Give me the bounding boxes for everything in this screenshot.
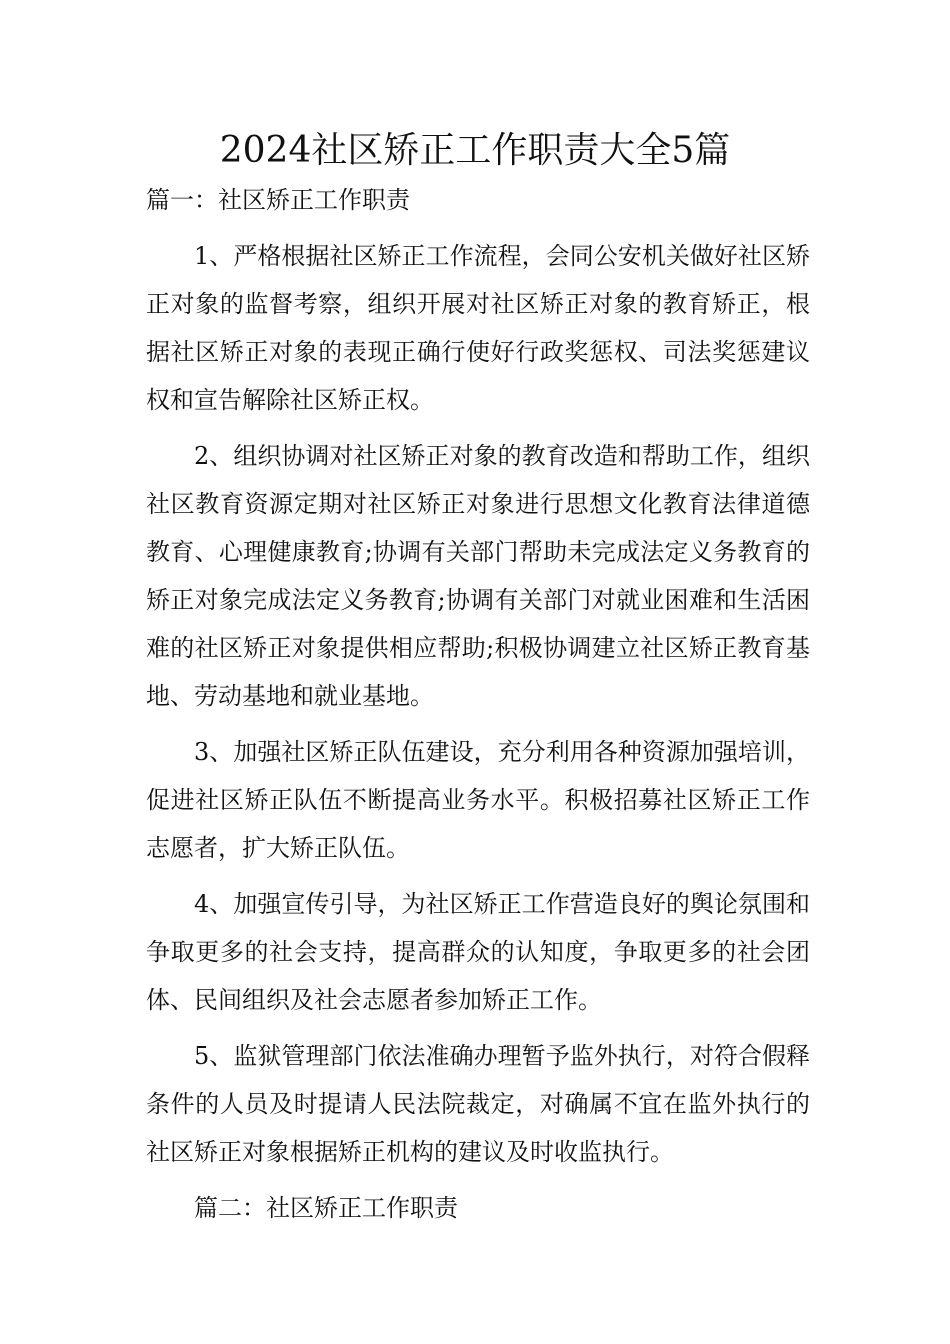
paragraph-1: 1、严格根据社区矫正工作流程，会同公安机关做好社区矫正对象的监督考察，组织开展对社区矫正对象的教育矫正，根据社区矫正对象的表现正确行使好行政奖惩权、司法奖惩建议权和宣告解除社区矫正权。 xyxy=(146,242,810,414)
document-title: 2024社区矫正工作职责大全5篇 xyxy=(219,130,731,171)
section-two-heading: 篇二：社区矫正工作职责 xyxy=(194,1194,458,1222)
spacer xyxy=(146,872,810,880)
spacer xyxy=(146,720,810,728)
paragraph-3: 3、加强社区矫正队伍建设，充分利用各种资源加强培训，促进社区矫正队伍不断提高业务水平。积极招募社区矫正工作志愿者，扩大矫正队伍。 xyxy=(146,738,810,862)
document-body xyxy=(146,176,810,1232)
spacer xyxy=(146,1176,810,1184)
spacer xyxy=(146,1024,810,1032)
paragraph-5: 5、监狱管理部门依法准确办理暂予监外执行，对符合假释条件的人员及时提请人民法院裁定，对确属不宜在监外执行的社区矫正对象根据矫正机构的建议及时收监执行。 xyxy=(146,1042,810,1166)
spacer xyxy=(146,224,810,232)
paragraph-4: 4、加强宣传引导，为社区矫正工作营造良好的舆论氛围和争取更多的社会支持，提高群众的认知度，争取更多的社会团体、民间组织及社会志愿者参加矫正工作。 xyxy=(146,890,810,1014)
paragraph-2: 2、组织协调对社区矫正对象的教育改造和帮助工作，组织社区教育资源定期对社区矫正对象进行思想文化教育法律道德教育、心理健康教育;协调有关部门帮助未完成法定义务教育的矫正对象完成法定义务教育;协调有关部门对就业困难和生活困难的社区矫正对象提供相应帮助;积极协调建立社区矫正教育基地、劳动基地和就业基地。 xyxy=(146,442,810,710)
spacer xyxy=(146,424,810,432)
section-one-heading: 篇一：社区矫正工作职责 xyxy=(146,186,410,214)
